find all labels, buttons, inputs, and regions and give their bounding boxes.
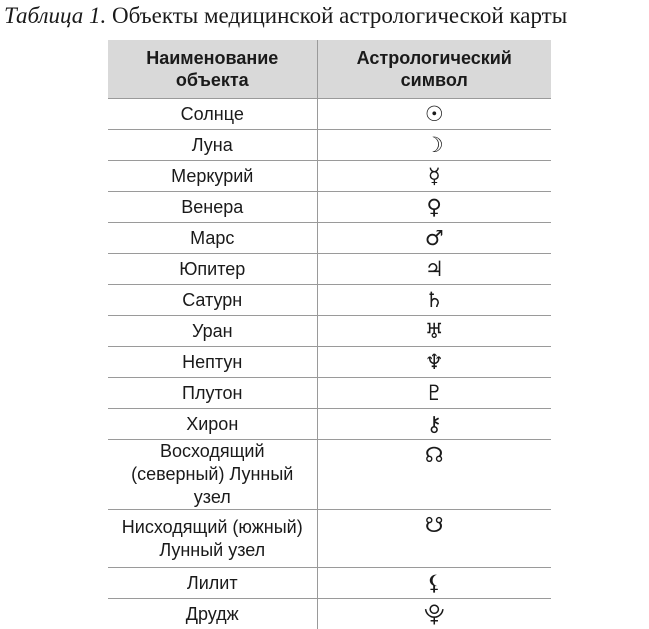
object-name: Друдж: [108, 599, 317, 629]
object-name: Юпитер: [108, 254, 317, 285]
object-name: Нептун: [108, 347, 317, 378]
table-row: [108, 192, 551, 223]
header-symbol: Астрологический символ: [317, 40, 551, 99]
object-name: Сатурн: [108, 285, 317, 316]
object-name: Лилит: [108, 568, 317, 599]
table-row: [108, 510, 551, 568]
table-row: [108, 440, 551, 510]
sun-symbol-icon: ☉: [317, 99, 551, 130]
table-row: [108, 223, 551, 254]
table-row: [108, 378, 551, 409]
table-header-row: [108, 40, 551, 99]
table-row: [108, 347, 551, 378]
object-name: Плутон: [108, 378, 317, 409]
druj-symbol-icon: ⯓: [317, 599, 551, 629]
table-row: [108, 599, 551, 629]
header-object: Наименование объекта: [108, 40, 317, 99]
neptune-symbol-icon: ♆: [317, 347, 551, 378]
moon-symbol-icon: ☽: [317, 130, 551, 161]
object-name: Солнце: [108, 99, 317, 130]
object-name: Уран: [108, 316, 317, 347]
object-name: Нисходящий (южный) Лунный узел: [108, 510, 317, 568]
lilith-symbol-icon: ⚸: [317, 568, 551, 599]
south-node-symbol-icon: ☋: [317, 510, 551, 568]
object-name: Восходящий (северный) Лунный узел: [108, 440, 317, 510]
table-row: [108, 254, 551, 285]
table-row: [108, 99, 551, 130]
table-number: Таблица 1.: [4, 3, 106, 28]
object-name: Марс: [108, 223, 317, 254]
object-name: Хирон: [108, 409, 317, 440]
venus-symbol-icon: ♀: [317, 192, 551, 223]
table-row: [108, 568, 551, 599]
object-name: Меркурий: [108, 161, 317, 192]
table-caption: [4, 2, 649, 30]
astro-objects-table: [108, 40, 551, 629]
object-name: Луна: [108, 130, 317, 161]
object-name: Венера: [108, 192, 317, 223]
table-row: [108, 285, 551, 316]
table-row: [108, 161, 551, 192]
table-title: Объекты медицинской астрологической карты: [112, 3, 567, 28]
jupiter-symbol-icon: ♃: [317, 254, 551, 285]
chiron-symbol-icon: ⚷: [317, 409, 551, 440]
mars-symbol-icon: ♂: [317, 223, 551, 254]
pluto-symbol-icon: ♇: [317, 378, 551, 409]
mercury-symbol-icon: ☿: [317, 161, 551, 192]
north-node-symbol-icon: ☊: [317, 440, 551, 510]
table-row: [108, 316, 551, 347]
uranus-symbol-icon: ♅: [317, 316, 551, 347]
table-row: [108, 130, 551, 161]
saturn-symbol-icon: ♄: [317, 285, 551, 316]
table-row: [108, 409, 551, 440]
